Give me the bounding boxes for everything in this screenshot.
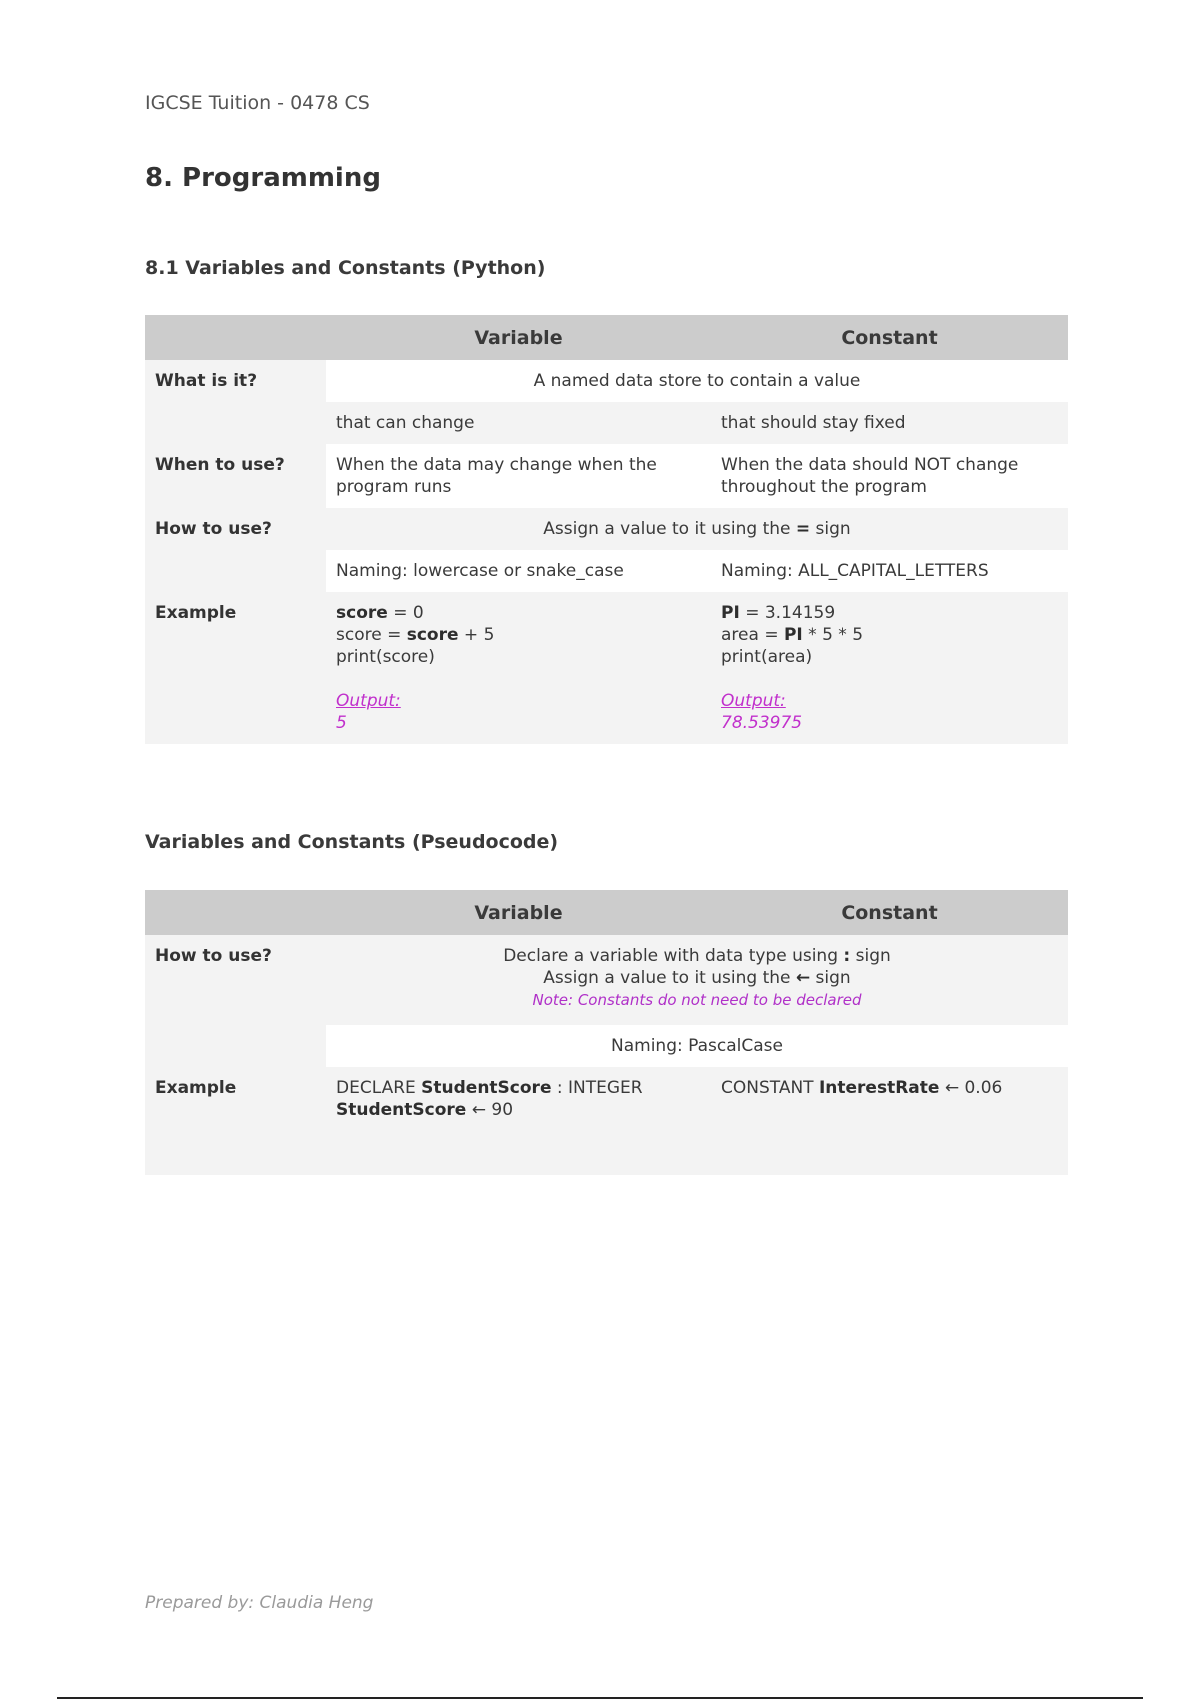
code-bold: StudentScore [336, 1100, 467, 1120]
table-row [145, 1067, 1068, 1175]
code-text: CONSTANT [721, 1078, 819, 1098]
code-line [336, 1077, 701, 1099]
example-variable-cell [326, 592, 711, 744]
naming-variable-cell: Naming: lowercase or snake_case [326, 550, 711, 592]
code-line: print(area) [721, 647, 813, 667]
code-bold: StudentScore [421, 1078, 552, 1098]
how-text: Declare a variable with data type using [503, 946, 838, 966]
output-block [721, 690, 1058, 734]
header-variable: Variable [326, 315, 711, 360]
pseudocode-comparison-table [145, 890, 1068, 1175]
code-text: + 5 [458, 625, 495, 645]
when-constant-cell: When the data should NOT change throughout the program [711, 444, 1068, 508]
footer-divider [57, 1697, 1143, 1699]
table-row [145, 592, 1068, 744]
header-variable: Variable [326, 890, 711, 935]
how-shared-cell [326, 508, 1068, 550]
code-line [721, 1077, 1058, 1099]
header-empty [145, 890, 326, 935]
row-label-when: When to use? [145, 444, 326, 508]
output-block [336, 690, 701, 734]
code-bold: score [406, 625, 459, 645]
code-text: * 5 * 5 [802, 625, 864, 645]
header-empty [145, 315, 326, 360]
code-bold: PI [783, 625, 803, 645]
what-constant-cell: that should stay fixed [711, 402, 1068, 444]
python-comparison-table [145, 315, 1068, 744]
code-text: area = [721, 625, 784, 645]
constants-note: Note: Constants do not need to be declared [532, 991, 862, 1009]
section-title-pseudocode: Variables and Constants (Pseudocode) [145, 831, 559, 853]
how-text: sign [855, 946, 891, 966]
code-bold: PI [721, 603, 740, 623]
table-row [145, 935, 1068, 1025]
table-row [145, 444, 1068, 508]
colon-symbol: : [843, 946, 851, 966]
row-label-how: How to use? [145, 935, 326, 1067]
page-header: IGCSE Tuition - 0478 CS [145, 92, 370, 114]
code-text: = 3.14159 [739, 603, 836, 623]
row-label-what: What is it? [145, 360, 326, 444]
code-bold: InterestRate [818, 1078, 940, 1098]
naming-cell: Naming: PascalCase [326, 1025, 1068, 1067]
section-title-python: 8.1 Variables and Constants (Python) [145, 257, 546, 279]
how-shared-cell [326, 935, 1068, 1025]
table-header-row [145, 890, 1068, 935]
how-line-1 [336, 945, 1058, 967]
how-text: Assign a value to it using the [543, 968, 791, 988]
code-text: ← 90 [466, 1100, 514, 1120]
row-label-how: How to use? [145, 508, 326, 592]
how-text-post: sign [815, 519, 851, 539]
code-line [336, 602, 701, 624]
header-constant: Constant [711, 315, 1068, 360]
how-text: sign [815, 968, 851, 988]
output-label: Output: [336, 691, 401, 711]
equals-symbol: = [795, 519, 811, 539]
code-line [721, 624, 1058, 646]
example-variable-cell [326, 1067, 711, 1175]
code-text: : INTEGER [551, 1078, 643, 1098]
code-line: print(score) [336, 647, 435, 667]
code-text: = 0 [387, 603, 424, 623]
how-line-2 [336, 967, 1058, 989]
what-shared-cell: A named data store to contain a value [326, 360, 1068, 402]
output-value: 5 [336, 713, 347, 733]
table-row [145, 360, 1068, 402]
footer-credit: Prepared by: Claudia Heng [145, 1593, 374, 1613]
code-bold: score [336, 603, 388, 623]
code-line [336, 1099, 701, 1121]
arrow-symbol: ← [795, 968, 811, 988]
page-title: 8. Programming [145, 163, 381, 193]
row-label-example: Example [145, 592, 326, 744]
naming-constant-cell: Naming: ALL_CAPITAL_LETTERS [711, 550, 1068, 592]
header-constant: Constant [711, 890, 1068, 935]
when-variable-cell: When the data may change when the program runs [326, 444, 711, 508]
output-label: Output: [721, 691, 786, 711]
table-header-row [145, 315, 1068, 360]
code-text: ← 0.06 [939, 1078, 1003, 1098]
row-label-example: Example [145, 1067, 326, 1175]
how-text-pre: Assign a value to it using the [543, 519, 791, 539]
example-constant-cell [711, 592, 1068, 744]
table-row [145, 508, 1068, 550]
code-text: score = [336, 625, 407, 645]
code-text: DECLARE [336, 1078, 422, 1098]
output-value: 78.53975 [721, 713, 803, 733]
example-constant-cell [711, 1067, 1068, 1175]
code-line [721, 602, 1058, 624]
what-variable-cell: that can change [326, 402, 711, 444]
code-line [336, 624, 701, 646]
